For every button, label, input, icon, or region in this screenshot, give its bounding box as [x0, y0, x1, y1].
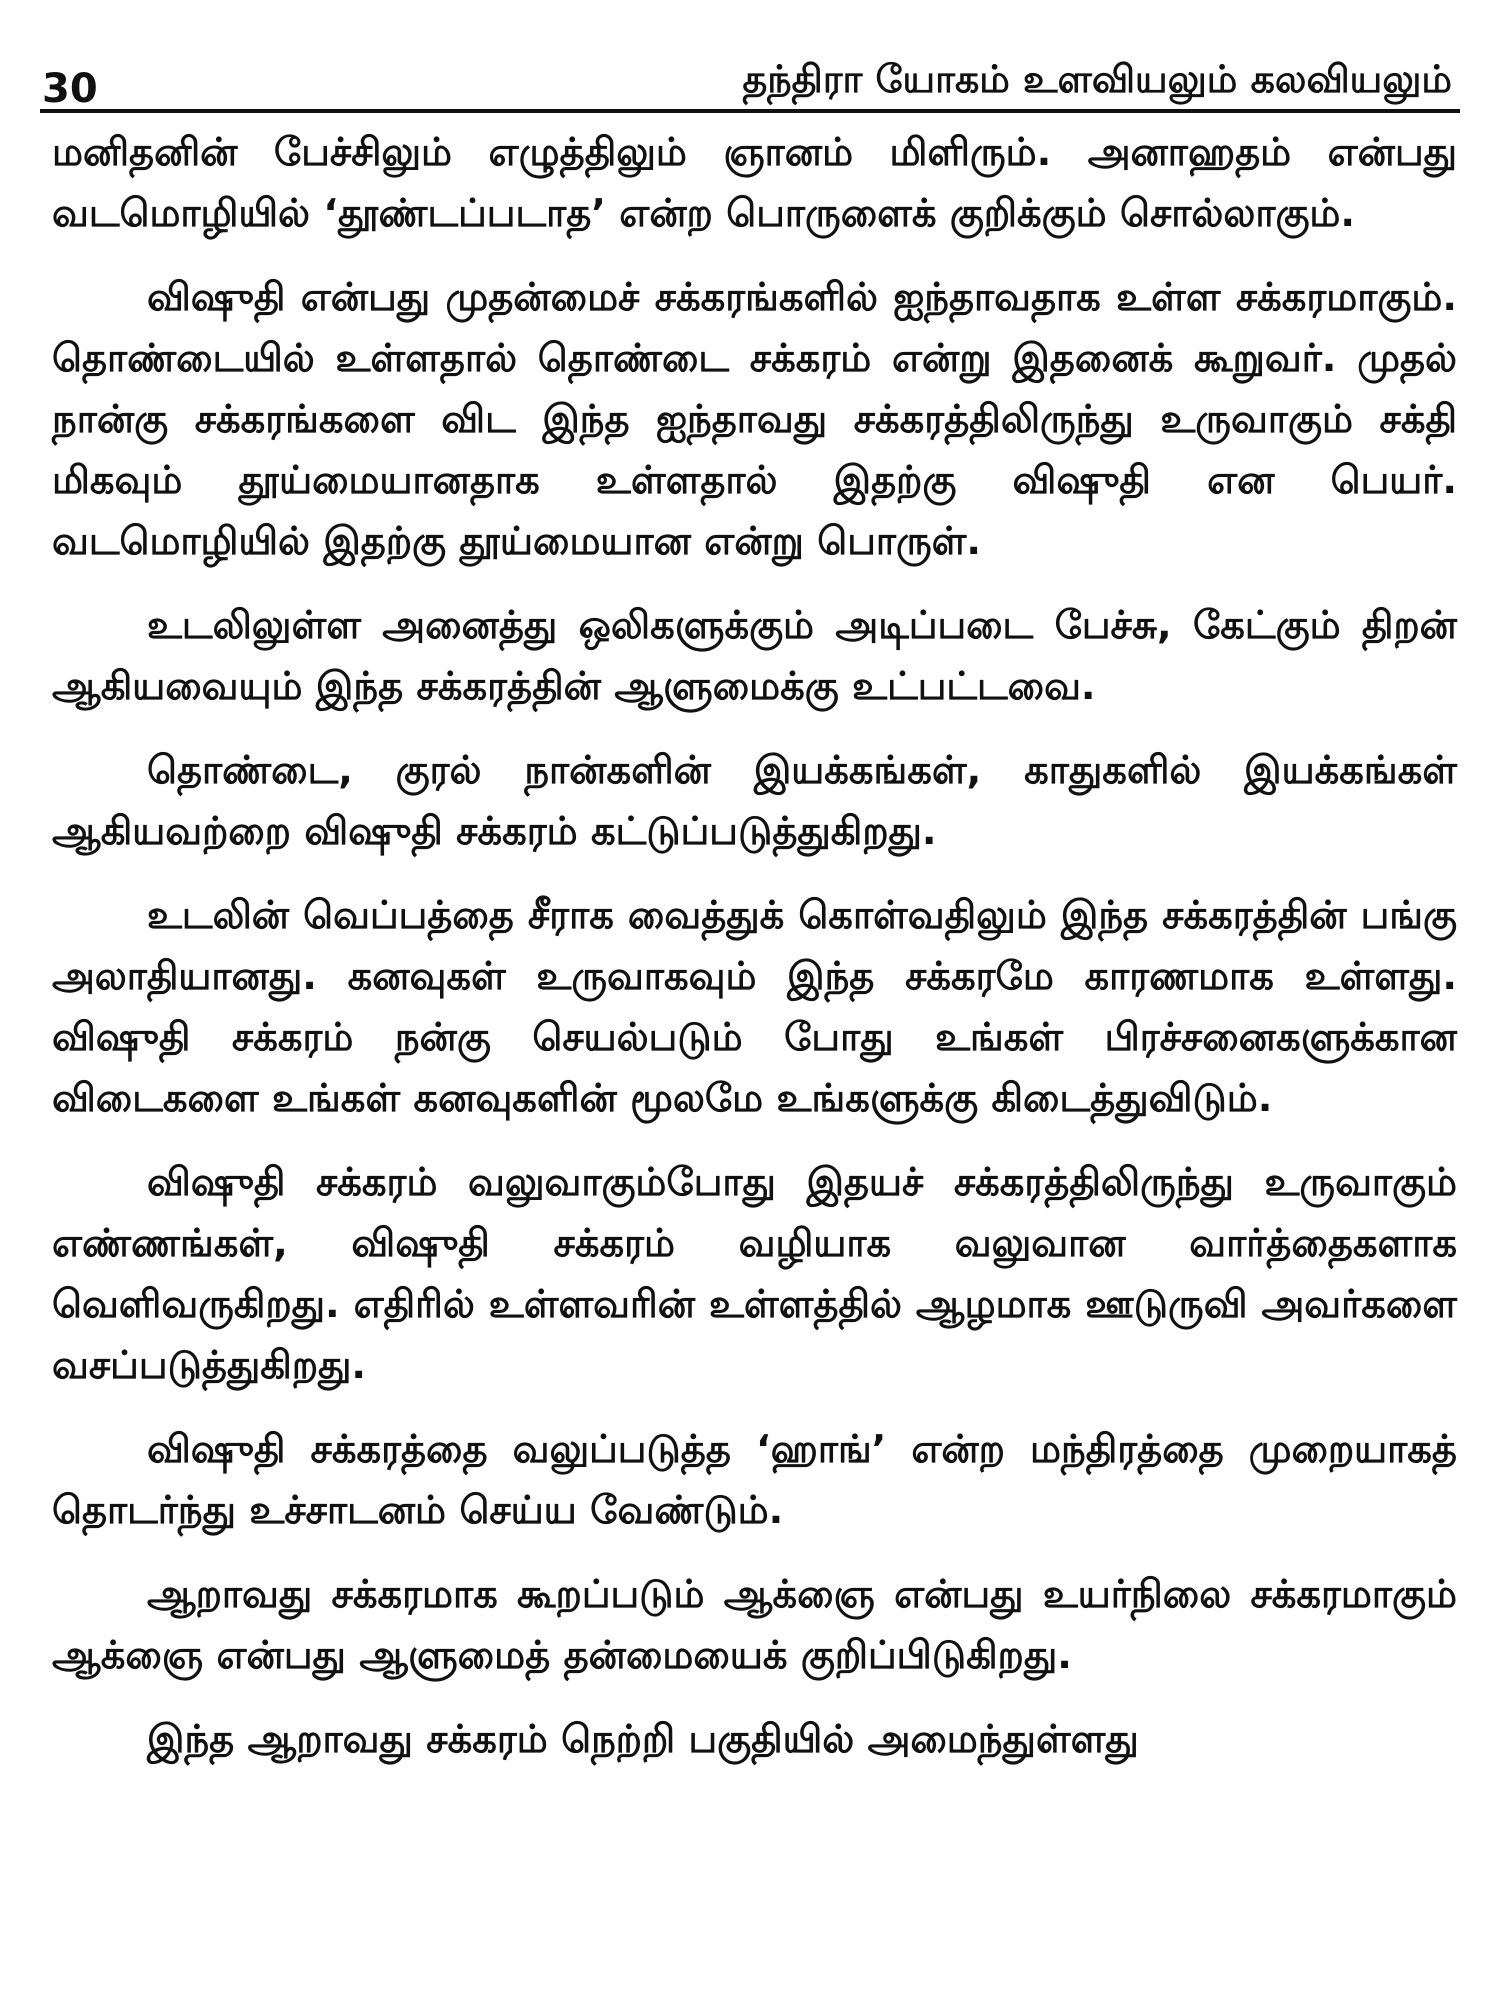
paragraph: விஷுதி சக்கரம் வலுவாகும்போது இதயச் சக்கரத்திலிருந்து உருவாகும் எண்ணங்கள், விஷுதி சக்கரம் வழியாக வலுவான வார்த்தைகளாக வெளிவருகிறது. எதிரில் உள்ளவரின் உள்ளத்தில் ஆழமாக ஊடுருவி அவர்களை வசப்படுத்துகிறது. — [52, 1160, 1457, 1388]
paragraph: தொண்டை, குரல் நான்களின் இயக்கங்கள், காதுகளில் இயக்கங்கள் ஆகியவற்றை விஷுதி சக்கரம் கட்டுப்படுத்துகிறது. — [52, 748, 1457, 854]
paragraph: உடலின் வெப்பத்தை சீராக வைத்துக் கொள்வதிலும் இந்த சக்கரத்தின் பங்கு அலாதியானது. கனவுகள் உருவாகவும் இந்த சக்கரமே காரணமாக உள்ளது. விஷுதி சக்கரம் நன்கு செயல்படும் போது உங்கள் பிரச்சனைகளுக்கான விடைகளை உங்கள் கனவுகளின் மூலமே உங்களுக்கு கிடைத்துவிடும். — [52, 893, 1457, 1121]
paragraph: இந்த ஆறாவது சக்கரம் நெற்றி பகுதியில் அமைந்துள்ளது — [147, 1717, 1139, 1762]
paragraph: ஆறாவது சக்கரமாக கூறப்படும் ஆக்ஞை என்பது உயர்நிலை சக்கரமாகும் ஆக்ஞை என்பது ஆளுமைத் தன்மையைக் குறிப்பிடுகிறது. — [52, 1572, 1457, 1678]
paragraph: உடலிலுள்ள அனைத்து ஒலிகளுக்கும் அடிப்படை பேச்சு, கேட்கும் திறன் ஆகியவையும் இந்த சக்கரத்தின் ஆளுமைக்கு உட்பட்டவை. — [52, 603, 1457, 709]
page-number: 30 — [42, 66, 98, 112]
paragraph: விஷுதி சக்கரத்தை வலுப்படுத்த ‘ஹாங்’ என்ற மந்திரத்தை முறையாகத் தொடர்ந்து உச்சாடனம் செய்ய வேண்டும். — [52, 1427, 1457, 1533]
paragraph: மனிதனின் பேச்சிலும் எழுத்திலும் ஞானம் மிளிரும். அனாஹதம் என்பது வடமொழியில் ‘தூண்டப்படாத’ என்ற பொருளைக் குறிக்கும் சொல்லாகும். — [52, 130, 1457, 236]
paragraph: விஷுதி என்பது முதன்மைச் சக்கரங்களில் ஐந்தாவதாக உள்ள சக்கரமாகும். தொண்டையில் உள்ளதால் தொண்டை சக்கரம் என்று இதனைக் கூறுவர். முதல் நான்கு சக்கரங்களை விட இந்த ஐந்தாவது சக்கரத்திலிருந்து உருவாகும் சக்தி மிகவும் தூய்மையானதாக உள்ளதால் இதற்கு விஷுதி என பெயர். வடமொழியில் இதற்கு தூய்மையான என்று பொருள். — [52, 275, 1457, 564]
running-title: தந்திரா யோகம் உளவியலும் கலவியலும் — [742, 57, 1452, 101]
header-rule — [40, 109, 1460, 113]
body-text — [52, 122, 1457, 1793]
page-header — [40, 45, 1460, 115]
